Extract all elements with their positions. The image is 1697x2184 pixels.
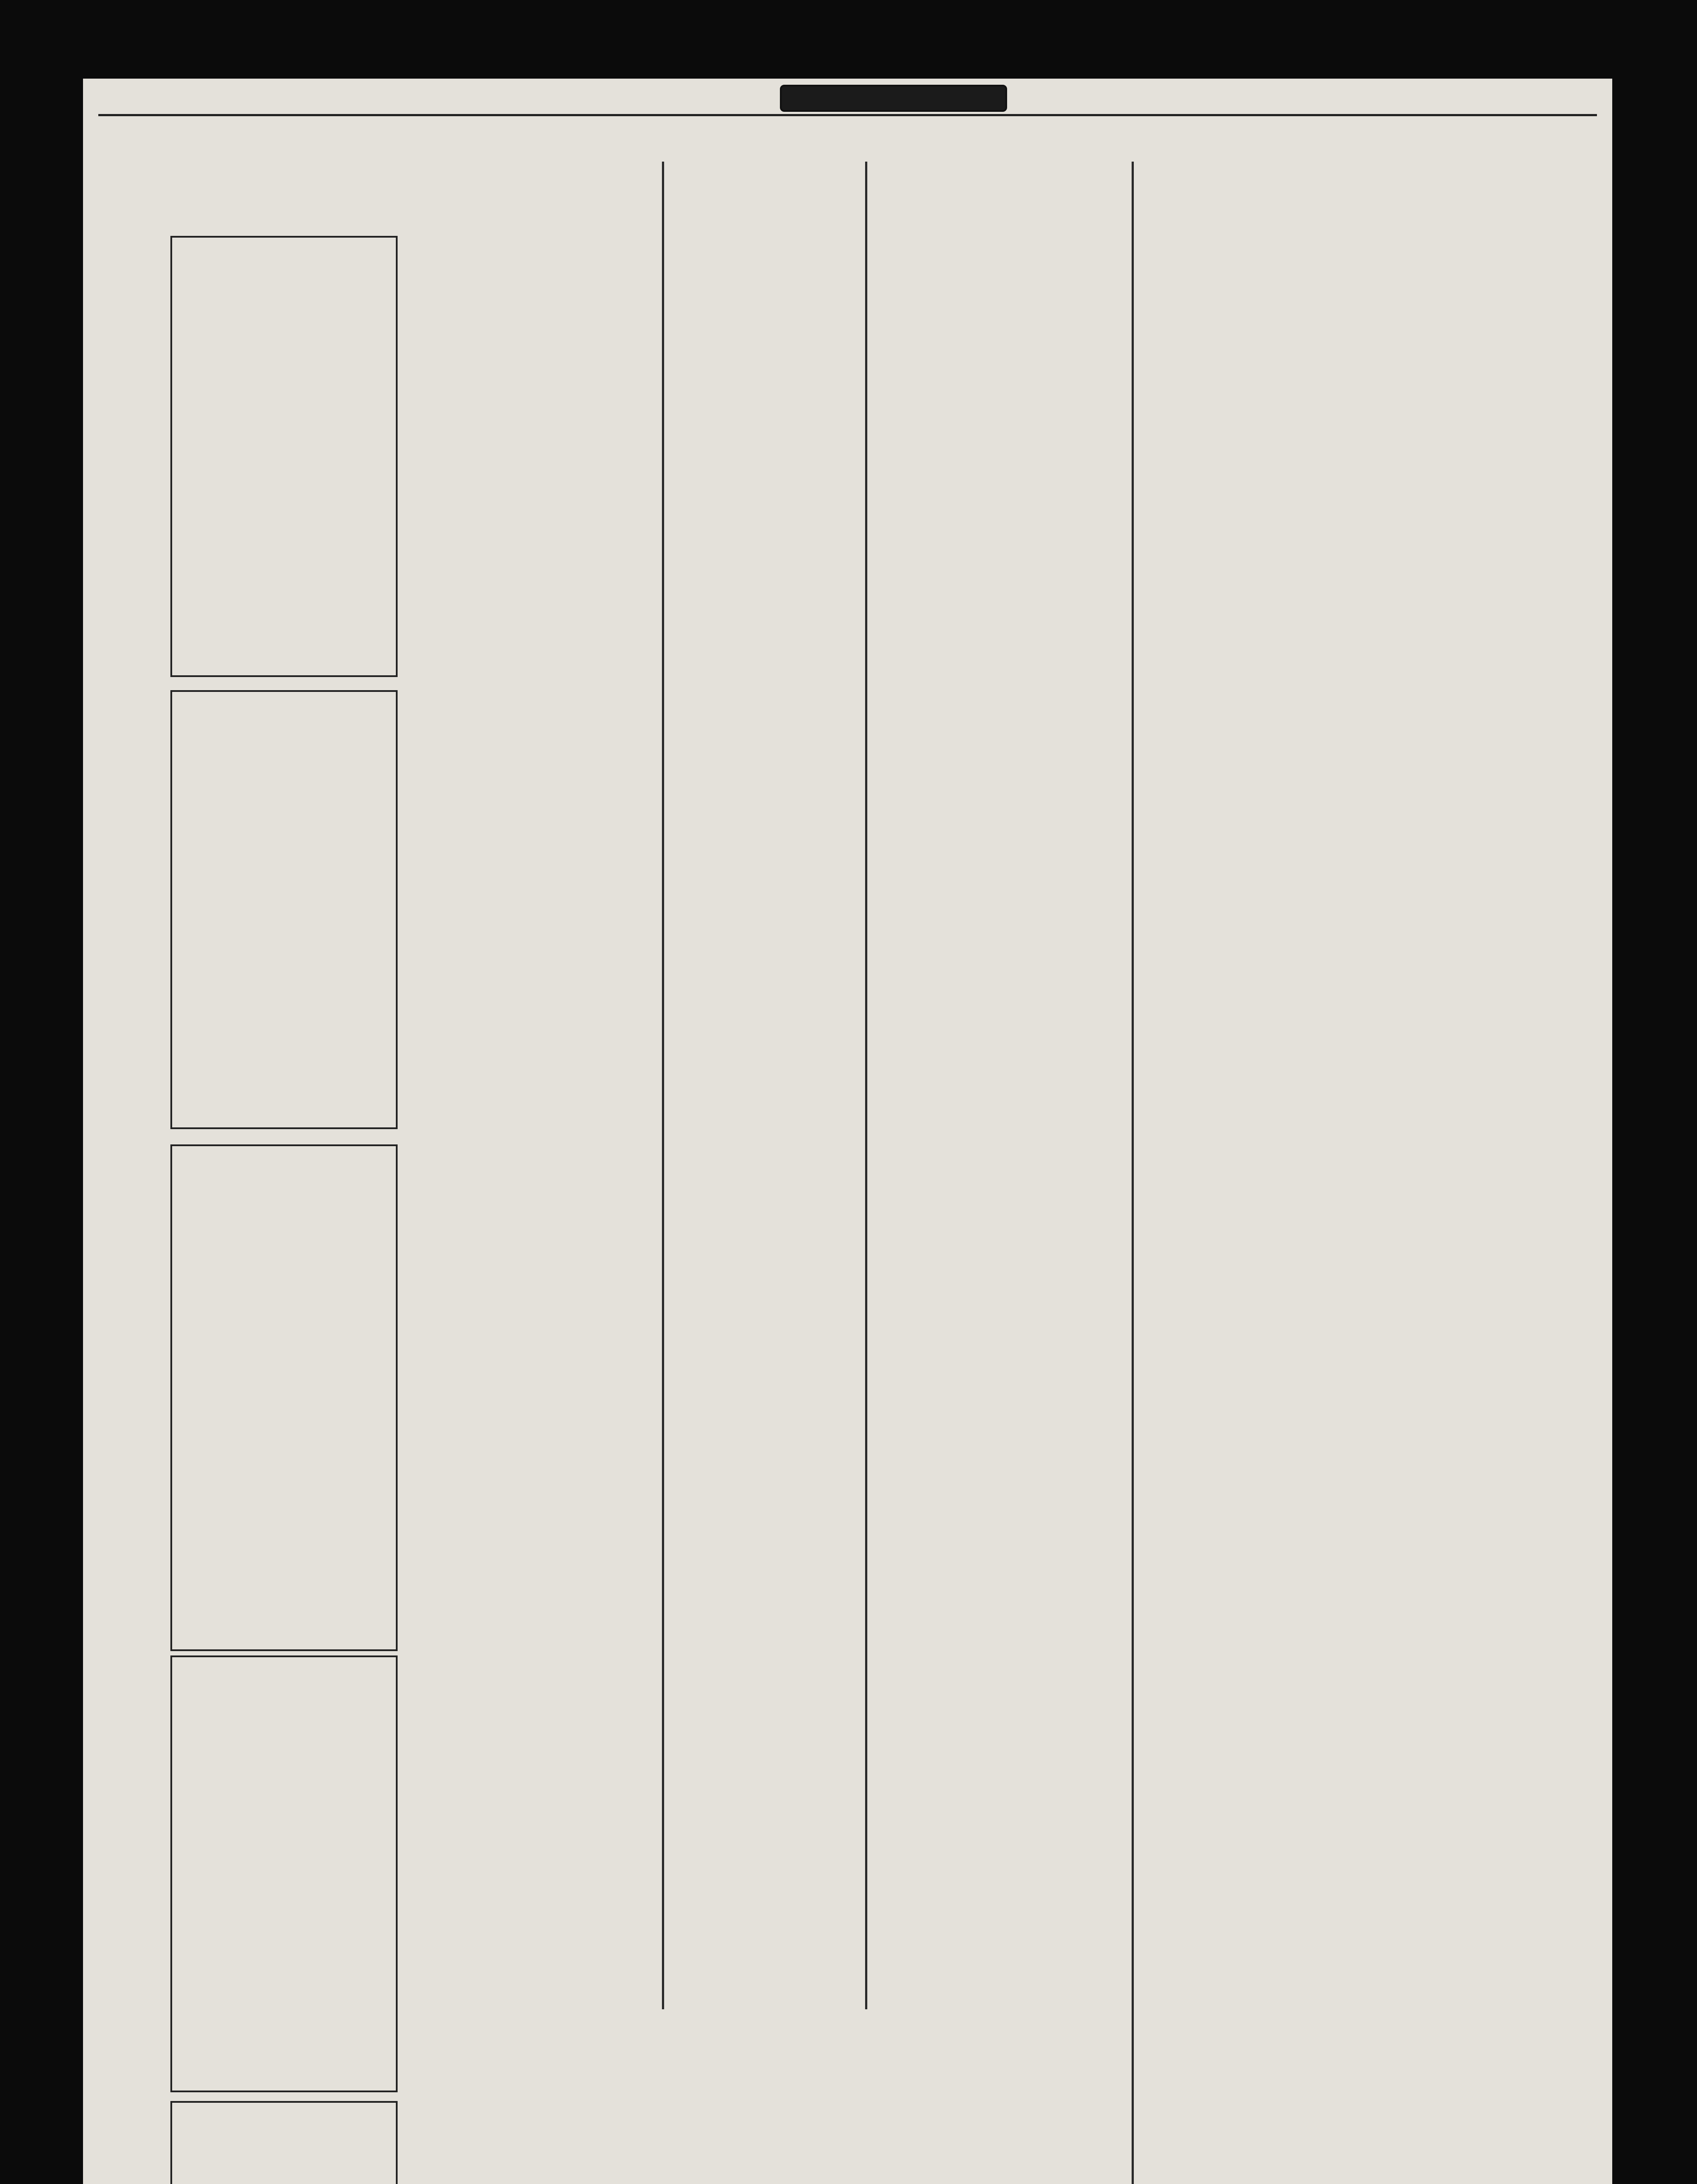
page-header (98, 85, 1597, 116)
column-divider (1132, 162, 1134, 2184)
notice-szent-istvan-egylet (170, 690, 398, 1129)
newspaper-page (83, 79, 1612, 2184)
masthead-logo (780, 85, 1007, 112)
notice-raymond-egylet (170, 1144, 398, 1651)
notice-subscription-price (170, 2101, 398, 2184)
notice-regina-egylet (170, 236, 398, 677)
notice-brantford-egylet (170, 1655, 398, 2092)
column-divider (865, 162, 867, 2009)
column-divider (662, 162, 664, 2009)
